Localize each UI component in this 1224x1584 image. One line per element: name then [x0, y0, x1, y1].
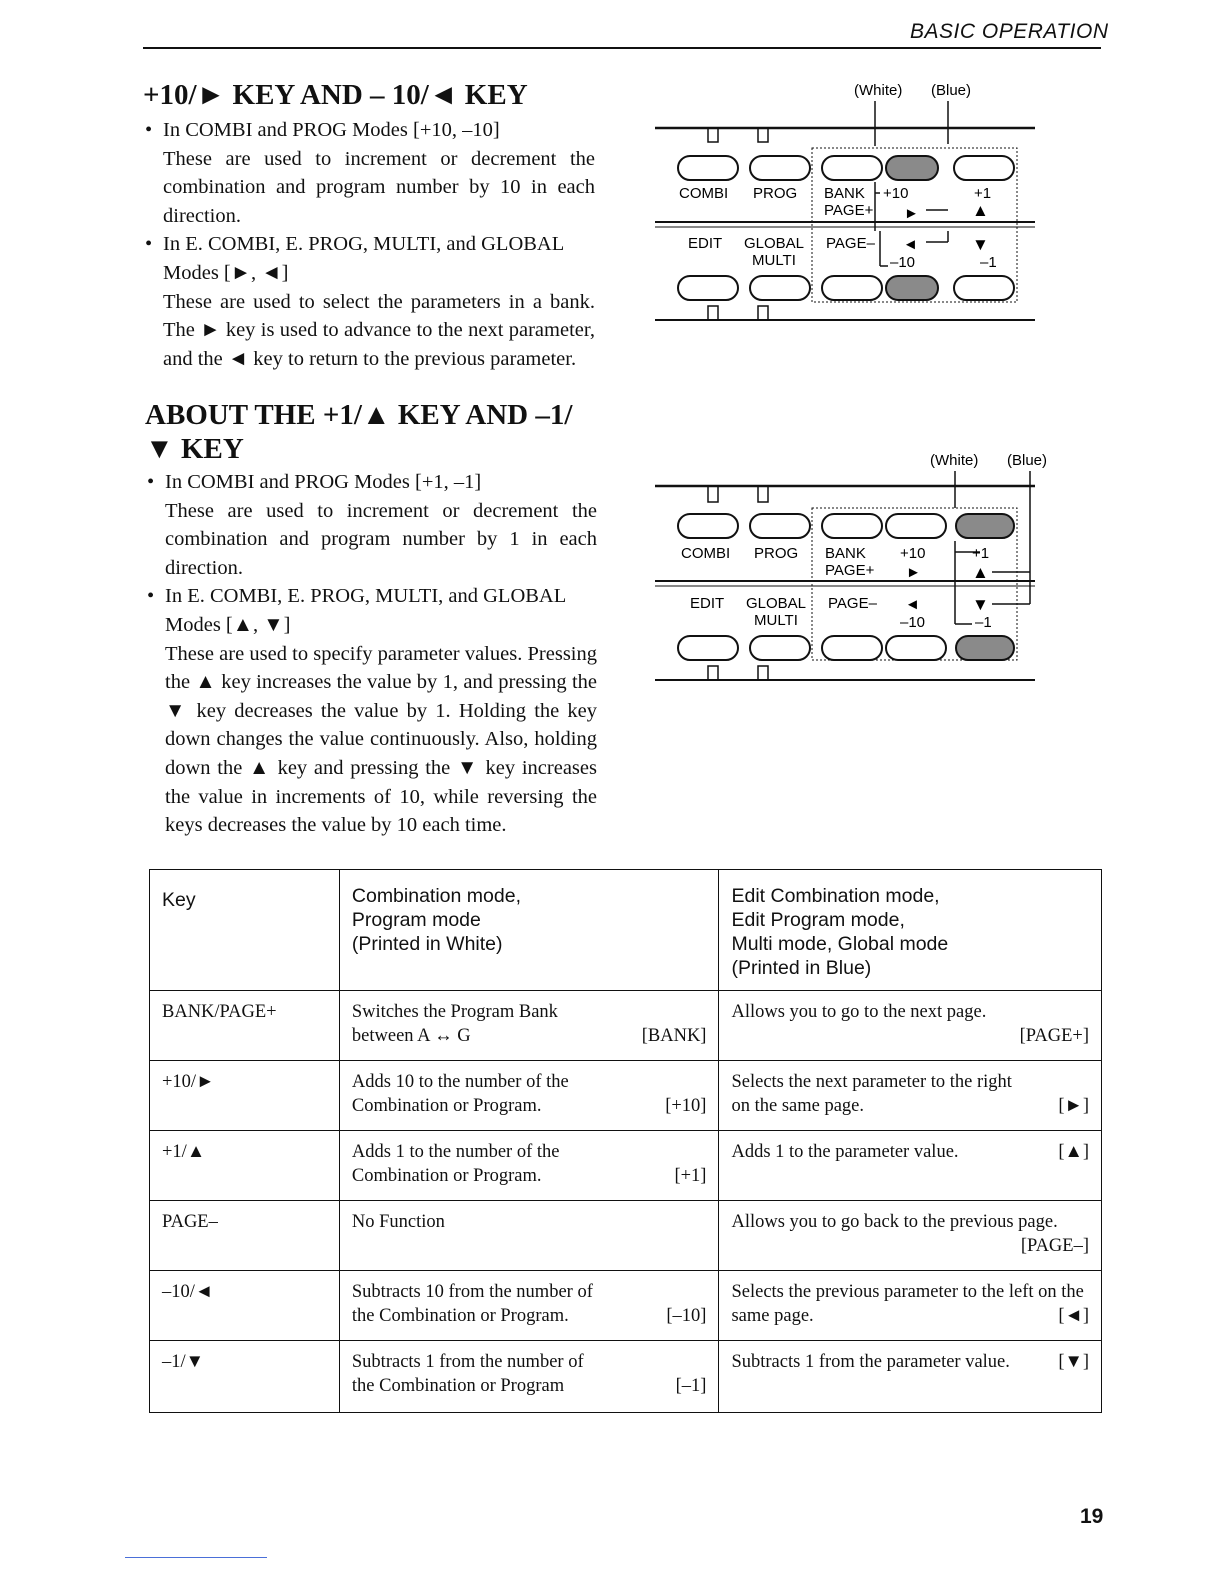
svg-text:GLOBAL: GLOBAL	[744, 235, 805, 252]
white-label: (White)	[854, 82, 903, 99]
minus1-key	[956, 636, 1014, 660]
white-label: (White)	[930, 452, 979, 469]
svg-text:+1: +1	[974, 185, 992, 202]
svg-text:MULTI: MULTI	[752, 252, 796, 269]
up-arrow-icon: ▲	[972, 201, 989, 220]
left-arrow-icon: ◄	[903, 236, 918, 253]
table-row	[150, 1201, 1102, 1271]
svg-text:BANK: BANK	[824, 185, 865, 202]
blue-label: (Blue)	[931, 82, 972, 99]
bullet-dot: •	[145, 119, 153, 141]
key-cell: +10/►	[150, 1061, 340, 1131]
svg-text:EDIT: EDIT	[688, 235, 723, 252]
svg-text:COMBI: COMBI	[679, 185, 729, 202]
table-row	[150, 1061, 1102, 1131]
svg-text:+1: +1	[972, 545, 990, 562]
blue-label: (Blue)	[1007, 452, 1048, 469]
header-rule	[143, 47, 1101, 49]
white-cell: Switches the Program Bank between A ↔ G [BANK]	[339, 991, 719, 1061]
section-1-bullet-2	[143, 230, 595, 373]
key-cell: +1/▲	[150, 1131, 340, 1201]
svg-text:–1: –1	[975, 614, 992, 631]
blue-cell: Selects the previous parameter to the left on the same page. [◄]	[719, 1271, 1102, 1341]
white-cell: Adds 10 to the number of the Combination or Program. [+10]	[339, 1061, 719, 1131]
blue-cell: Adds 1 to the parameter value. [▲]	[719, 1131, 1102, 1201]
blue-cell: Selects the next parameter to the right on the same page. [►]	[719, 1061, 1102, 1131]
page-number: 19	[1080, 1505, 1104, 1528]
svg-text:PAGE–: PAGE–	[828, 595, 877, 612]
svg-text:PROG: PROG	[753, 185, 798, 202]
section-1	[143, 78, 595, 373]
svg-text:–10: –10	[890, 254, 916, 271]
white-cell: Subtracts 1 from the number of the Combination or Program [–1]	[339, 1341, 719, 1413]
svg-text:COMBI: COMBI	[681, 545, 731, 562]
bottom-link-line	[125, 1557, 267, 1558]
blue-cell: Subtracts 1 from the parameter value. [▼]	[719, 1341, 1102, 1413]
up-arrow-icon: ▲	[972, 563, 989, 582]
key-cell: PAGE–	[150, 1201, 340, 1271]
table-row	[150, 991, 1102, 1061]
white-cell: Adds 1 to the number of the Combination or Program. [+1]	[339, 1131, 719, 1201]
blue-cell: Allows you to go back to the previous page. [PAGE–]	[719, 1201, 1102, 1271]
white-cell: No Function	[339, 1201, 719, 1271]
section-2-title: ABOUT THE +1/▲ KEY AND –1/▼ KEY	[145, 399, 573, 465]
key-cell: –10/◄	[150, 1271, 340, 1341]
left-arrow-icon: ◄	[905, 596, 920, 613]
header-blue: Edit Combination mode, Edit Program mode, Multi mode, Global mode (Printed in Blue)	[719, 870, 1102, 991]
section-2	[145, 398, 597, 840]
key-cell: –1/▼	[150, 1341, 340, 1413]
bullet-lead: In E. COMBI, E. PROG, MULTI, and GLOBAL Modes [►, ◄]	[163, 233, 564, 284]
svg-text:BANK: BANK	[825, 545, 866, 562]
svg-text:PROG: PROG	[754, 545, 799, 562]
bullet-dot: •	[147, 471, 155, 493]
key-function-table	[149, 869, 1102, 1413]
svg-text:MULTI: MULTI	[754, 612, 798, 629]
svg-text:PAGE+: PAGE+	[824, 202, 874, 219]
svg-text:PAGE+: PAGE+	[825, 562, 875, 579]
svg-text:+10: +10	[900, 545, 926, 562]
table-header-row	[150, 870, 1102, 991]
minus10-key	[886, 276, 938, 300]
bullet-body: These are used to specify parameter values. Pressing the ▲ key increases the value by 1, and pressing the ▼ key decreases the value by 1. Holding the key down changes the value continuously. Also, holding down the ▲ key and pressing the ▼ key increases the value in increments of 10, while reversing the keys decreases the value by 10 each time.	[165, 642, 597, 837]
svg-text:GLOBAL: GLOBAL	[746, 595, 807, 612]
key-diagram-1	[650, 76, 1050, 336]
svg-text:–1: –1	[980, 254, 997, 271]
bullet-lead: In E. COMBI, E. PROG, MULTI, and GLOBAL Modes [▲, ▼]	[165, 585, 566, 636]
bullet-dot: •	[147, 585, 155, 608]
table-row	[150, 1341, 1102, 1413]
bullet-dot: •	[145, 233, 153, 256]
bullet-body: These are used to select the parameters in a bank. The ► key is used to advance to the next parameter, and the ◄ key to return to the previous parameter.	[163, 290, 595, 370]
header-key: Key	[150, 870, 340, 991]
plus1-key	[956, 514, 1014, 538]
section-1-title: +10/► KEY AND – 10/◄ KEY	[143, 79, 528, 111]
section-2-bullet-2	[145, 582, 597, 839]
svg-text:EDIT: EDIT	[690, 595, 725, 612]
down-arrow-icon: ▼	[972, 235, 989, 254]
table-row	[150, 1131, 1102, 1201]
bullet-body: These are used to increment or decrement the combination and program number by 10 in each direction.	[163, 147, 595, 227]
key-cell: BANK/PAGE+	[150, 991, 340, 1061]
bullet-lead: In COMBI and PROG Modes [+10, –10]	[163, 119, 500, 141]
svg-text:+10: +10	[883, 185, 909, 202]
right-arrow-icon: ►	[904, 205, 919, 222]
right-arrow-icon: ►	[906, 564, 921, 581]
section-1-bullet-1	[143, 116, 595, 230]
running-header: BASIC OPERATION	[910, 20, 1109, 43]
plus10-key	[886, 156, 938, 180]
table-row	[150, 1271, 1102, 1341]
down-arrow-icon: ▼	[972, 595, 989, 614]
header-white: Combination mode, Program mode (Printed in White)	[339, 870, 719, 991]
blue-cell: Allows you to go to the next page. [PAGE+]	[719, 991, 1102, 1061]
bullet-lead: In COMBI and PROG Modes [+1, –1]	[165, 471, 482, 493]
section-2-bullet-1	[145, 468, 597, 582]
bullet-body: These are used to increment or decrement the combination and program number by 1 in each direction.	[165, 499, 597, 579]
svg-text:–10: –10	[900, 614, 926, 631]
svg-text:PAGE–: PAGE–	[826, 235, 875, 252]
white-cell: Subtracts 10 from the number of the Combination or Program. [–10]	[339, 1271, 719, 1341]
key-diagram-2	[650, 446, 1050, 696]
